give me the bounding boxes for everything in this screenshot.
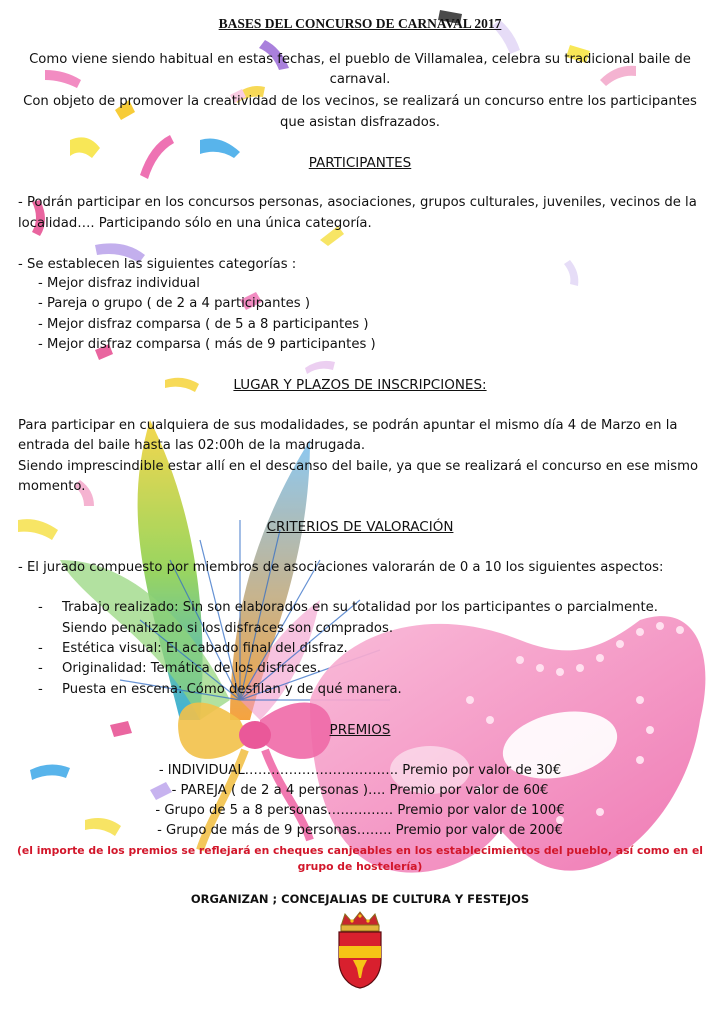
prize-line: - Grupo de 5 a 8 personas…………… Premio por valor de 100€ xyxy=(155,803,565,818)
list-dash: - xyxy=(38,600,43,615)
prize-line: - PAREJA ( de 2 a 4 personas )…. Premio por valor de 60€ xyxy=(171,783,549,798)
paragraph-line: entrada del baile hasta las 02:00h de la madrugada. xyxy=(18,438,366,453)
organizers-line: ORGANIZAN ; CONCEJALIAS DE CULTURA Y FESTEJOS xyxy=(190,892,530,906)
criterion-item: Siendo penalizado si los disfraces son comprados. xyxy=(62,621,394,636)
paragraph-line: momento. xyxy=(18,479,86,494)
categories-intro: - Se establecen las siguientes categorías : xyxy=(18,257,297,272)
list-dash: - xyxy=(38,661,43,676)
criterion-item: Estética visual: El acabado final del disfraz. xyxy=(62,641,348,656)
criterion-item: Puesta en escena: Cómo desfilan y de qué manera. xyxy=(62,682,402,697)
section-heading-criterios: CRITERIOS DE VALORACIÓN xyxy=(266,519,454,535)
criterios-intro: - El jurado compuesto por miembros de asociaciones valorarán de 0 a 10 los siguientes aspectos: xyxy=(18,560,664,575)
town-crest-icon xyxy=(335,910,385,990)
paragraph-line: Para participar en cualquiera de sus modalidades, se podrán apuntar el mismo día 4 de Marzo en la xyxy=(18,418,678,433)
criterion-item: Originalidad: Temática de los disfraces. xyxy=(62,661,321,676)
category-item: - Mejor disfraz comparsa ( más de 9 participantes ) xyxy=(38,337,376,352)
intro-line: carnaval. xyxy=(329,72,391,87)
intro-line: Como viene siendo habitual en estas fechas, el pueblo de Villamalea, celebra su tradicional baile de xyxy=(29,52,691,67)
prize-note: (el importe de los premios se reflejará en cheques canjeables en los establecimientos del pueblo, así como en el xyxy=(17,844,703,857)
section-heading-participantes: PARTICIPANTES xyxy=(308,155,412,171)
category-item: - Mejor disfraz individual xyxy=(38,276,200,291)
prize-note: grupo de hostelería) xyxy=(297,860,423,873)
list-dash: - xyxy=(38,641,43,656)
category-item: - Pareja o grupo ( de 2 a 4 participantes ) xyxy=(38,296,310,311)
criterion-item: Trabajo realizado: Sin son elaborados en su totalidad por los participantes o parcialmente. xyxy=(62,600,658,615)
prize-line: - INDIVIDUAL…………………………….. Premio por valor de 30€ xyxy=(158,763,562,778)
intro-line: que asistan disfrazados. xyxy=(280,115,440,130)
paragraph-line: localidad…. Participando sólo en una única categoría. xyxy=(18,216,372,231)
list-dash: - xyxy=(38,682,43,697)
paragraph-line: - Podrán participar en los concursos personas, asociaciones, grupos culturales, juveniles, vecinos de la xyxy=(18,195,697,210)
prize-line: - Grupo de más de 9 personas…….. Premio por valor de 200€ xyxy=(157,823,563,838)
section-heading-lugar: LUGAR Y PLAZOS DE INSCRIPCIONES: xyxy=(233,377,487,393)
section-heading-premios: PREMIOS xyxy=(329,722,391,738)
intro-line: Con objeto de promover la creatividad de los vecinos, se realizará un concurso entre los participantes xyxy=(23,94,697,109)
page-title: BASES DEL CONCURSO DE CARNAVAL 2017 xyxy=(218,16,502,31)
category-item: - Mejor disfraz comparsa ( de 5 a 8 participantes ) xyxy=(38,317,369,332)
paragraph-line: Siendo imprescindible estar allí en el descanso del baile, ya que se realizará el concurso en ese mismo xyxy=(18,459,699,474)
